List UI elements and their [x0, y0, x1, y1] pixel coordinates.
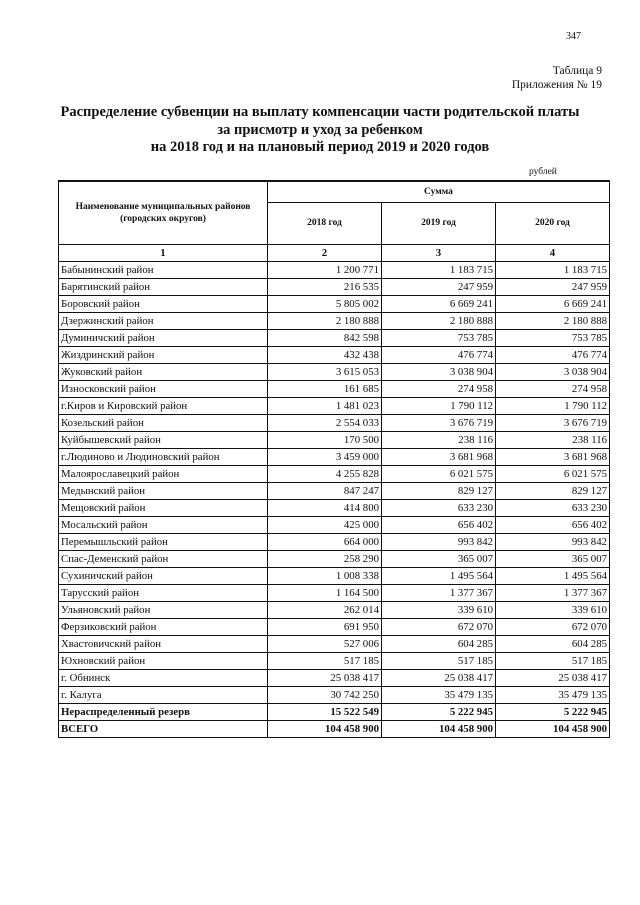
value-2019: 274 958 [382, 381, 496, 398]
table-row [59, 466, 610, 483]
table-row [59, 585, 610, 602]
header-year-2020: 2020 год [496, 203, 610, 245]
table-row [59, 364, 610, 381]
table-reference [512, 64, 602, 92]
title-line1: Распределение субвенции на выплату компенсации части родительской платы [60, 104, 580, 120]
value-2019: 476 774 [382, 347, 496, 364]
value-2019: 339 610 [382, 602, 496, 619]
subvention-table [58, 180, 610, 738]
value-2020: 247 959 [496, 279, 610, 296]
value-2019: 1 495 564 [382, 568, 496, 585]
district-name: Износковский район [59, 381, 268, 398]
value-2018: 1 164 500 [268, 585, 382, 602]
reserve-2018: 15 522 549 [268, 704, 382, 721]
value-2020: 1 495 564 [496, 568, 610, 585]
value-2019: 6 669 241 [382, 296, 496, 313]
total-2019: 104 458 900 [382, 721, 496, 738]
title-line3: на 2018 год и на плановый период 2019 и 2020 годов [150, 139, 490, 155]
col-number-1: 1 [59, 245, 268, 262]
value-2020: 656 402 [496, 517, 610, 534]
table-row [59, 381, 610, 398]
table-row [59, 602, 610, 619]
value-2019: 6 021 575 [382, 466, 496, 483]
col-number-3: 3 [382, 245, 496, 262]
value-2020: 274 958 [496, 381, 610, 398]
total-name: ВСЕГО [59, 721, 268, 738]
district-name: Дзержинский район [59, 313, 268, 330]
value-2020: 476 774 [496, 347, 610, 364]
value-2019: 1 183 715 [382, 262, 496, 279]
value-2018: 262 014 [268, 602, 382, 619]
value-2018: 1 008 338 [268, 568, 382, 585]
value-2019: 993 842 [382, 534, 496, 551]
table-row [59, 330, 610, 347]
value-2018: 527 006 [268, 636, 382, 653]
value-2020: 993 842 [496, 534, 610, 551]
district-name: Медынский район [59, 483, 268, 500]
district-name: Жиздринский район [59, 347, 268, 364]
col-number-2: 2 [268, 245, 382, 262]
value-2020: 3 038 904 [496, 364, 610, 381]
value-2018: 2 180 888 [268, 313, 382, 330]
header-year-2019: 2019 год [382, 203, 496, 245]
total-2018: 104 458 900 [268, 721, 382, 738]
value-2020: 238 116 [496, 432, 610, 449]
value-2018: 25 038 417 [268, 670, 382, 687]
value-2018: 691 950 [268, 619, 382, 636]
reserve-row [59, 704, 610, 721]
district-name: Бабынинский район [59, 262, 268, 279]
value-2020: 6 021 575 [496, 466, 610, 483]
col-number-4: 4 [496, 245, 610, 262]
table-row [59, 313, 610, 330]
district-name: Мосальский район [59, 517, 268, 534]
district-name: Барятинский район [59, 279, 268, 296]
table-row [59, 568, 610, 585]
value-2019: 672 070 [382, 619, 496, 636]
value-2019: 3 038 904 [382, 364, 496, 381]
value-2018: 170 500 [268, 432, 382, 449]
table-row [59, 432, 610, 449]
table-row [59, 687, 610, 704]
value-2018: 258 290 [268, 551, 382, 568]
value-2018: 664 000 [268, 534, 382, 551]
value-2019: 2 180 888 [382, 313, 496, 330]
district-name: Боровский район [59, 296, 268, 313]
table-row [59, 398, 610, 415]
district-name: г. Обнинск [59, 670, 268, 687]
value-2020: 1 790 112 [496, 398, 610, 415]
table-row [59, 500, 610, 517]
table-row [59, 347, 610, 364]
district-name: Мещовский район [59, 500, 268, 517]
district-name: Тарусский район [59, 585, 268, 602]
value-2019: 753 785 [382, 330, 496, 347]
value-2019: 517 185 [382, 653, 496, 670]
value-2020: 339 610 [496, 602, 610, 619]
district-name: Ульяновский район [59, 602, 268, 619]
value-2019: 365 007 [382, 551, 496, 568]
value-2018: 216 535 [268, 279, 382, 296]
district-name: Перемышльский район [59, 534, 268, 551]
value-2020: 517 185 [496, 653, 610, 670]
district-name: Ферзиковский район [59, 619, 268, 636]
district-name: г.Киров и Кировский район [59, 398, 268, 415]
value-2020: 829 127 [496, 483, 610, 500]
value-2020: 3 676 719 [496, 415, 610, 432]
table-row [59, 551, 610, 568]
table-row [59, 670, 610, 687]
table-row [59, 653, 610, 670]
value-2018: 414 800 [268, 500, 382, 517]
value-2019: 25 038 417 [382, 670, 496, 687]
district-name: Спас-Деменский район [59, 551, 268, 568]
district-name: г. Калуга [59, 687, 268, 704]
value-2020: 35 479 135 [496, 687, 610, 704]
district-name: г.Людиново и Людиновский район [59, 449, 268, 466]
table-reference-line1: Таблица 9 [552, 65, 602, 77]
title-line2: за присмотр и уход за ребенком [217, 121, 423, 138]
value-2018: 842 598 [268, 330, 382, 347]
district-name: Жуковский район [59, 364, 268, 381]
value-2020: 1 377 367 [496, 585, 610, 602]
header-year-2018: 2018 год [268, 203, 382, 245]
value-2018: 3 459 000 [268, 449, 382, 466]
units-label: рублей [529, 167, 557, 177]
value-2020: 365 007 [496, 551, 610, 568]
table-row [59, 279, 610, 296]
table-row [59, 619, 610, 636]
reserve-name: Нераспределенный резерв [59, 704, 268, 721]
value-2019: 238 116 [382, 432, 496, 449]
value-2018: 30 742 250 [268, 687, 382, 704]
value-2020: 25 038 417 [496, 670, 610, 687]
value-2019: 3 681 968 [382, 449, 496, 466]
district-name: Сухиничский район [59, 568, 268, 585]
value-2018: 2 554 033 [268, 415, 382, 432]
total-2020: 104 458 900 [496, 721, 610, 738]
value-2019: 1 377 367 [382, 585, 496, 602]
district-name: Хвастовичский район [59, 636, 268, 653]
table-row [59, 449, 610, 466]
table-reference-line2: Приложения № 19 [511, 79, 602, 91]
value-2019: 829 127 [382, 483, 496, 500]
value-2020: 3 681 968 [496, 449, 610, 466]
table-row [59, 296, 610, 313]
reserve-2019: 5 222 945 [382, 704, 496, 721]
value-2019: 247 959 [382, 279, 496, 296]
value-2018: 161 685 [268, 381, 382, 398]
table-row [59, 415, 610, 432]
table-row [59, 262, 610, 279]
value-2020: 1 183 715 [496, 262, 610, 279]
value-2020: 2 180 888 [496, 313, 610, 330]
table-row [59, 636, 610, 653]
header-name: Наименование муниципальных районов (городских округов) [59, 181, 268, 245]
value-2018: 1 481 023 [268, 398, 382, 415]
value-2018: 5 805 002 [268, 296, 382, 313]
value-2020: 753 785 [496, 330, 610, 347]
value-2019: 633 230 [382, 500, 496, 517]
total-row [59, 721, 610, 738]
value-2018: 432 438 [268, 347, 382, 364]
value-2020: 6 669 241 [496, 296, 610, 313]
table-body [59, 262, 610, 704]
value-2019: 1 790 112 [382, 398, 496, 415]
value-2018: 3 615 053 [268, 364, 382, 381]
value-2018: 517 185 [268, 653, 382, 670]
header-sum: Сумма [268, 181, 610, 203]
value-2019: 604 285 [382, 636, 496, 653]
value-2018: 1 200 771 [268, 262, 382, 279]
table-row [59, 517, 610, 534]
page-number: 347 [566, 31, 581, 42]
value-2019: 3 676 719 [382, 415, 496, 432]
value-2020: 633 230 [496, 500, 610, 517]
document-title [30, 104, 610, 157]
value-2018: 425 000 [268, 517, 382, 534]
table-row [59, 534, 610, 551]
district-name: Малоярославецкий район [59, 466, 268, 483]
district-name: Козельский район [59, 415, 268, 432]
value-2020: 604 285 [496, 636, 610, 653]
value-2018: 847 247 [268, 483, 382, 500]
value-2020: 672 070 [496, 619, 610, 636]
district-name: Куйбышевский район [59, 432, 268, 449]
value-2019: 35 479 135 [382, 687, 496, 704]
value-2018: 4 255 828 [268, 466, 382, 483]
district-name: Юхновский район [59, 653, 268, 670]
table-row [59, 483, 610, 500]
district-name: Думиничский район [59, 330, 268, 347]
reserve-2020: 5 222 945 [496, 704, 610, 721]
value-2019: 656 402 [382, 517, 496, 534]
